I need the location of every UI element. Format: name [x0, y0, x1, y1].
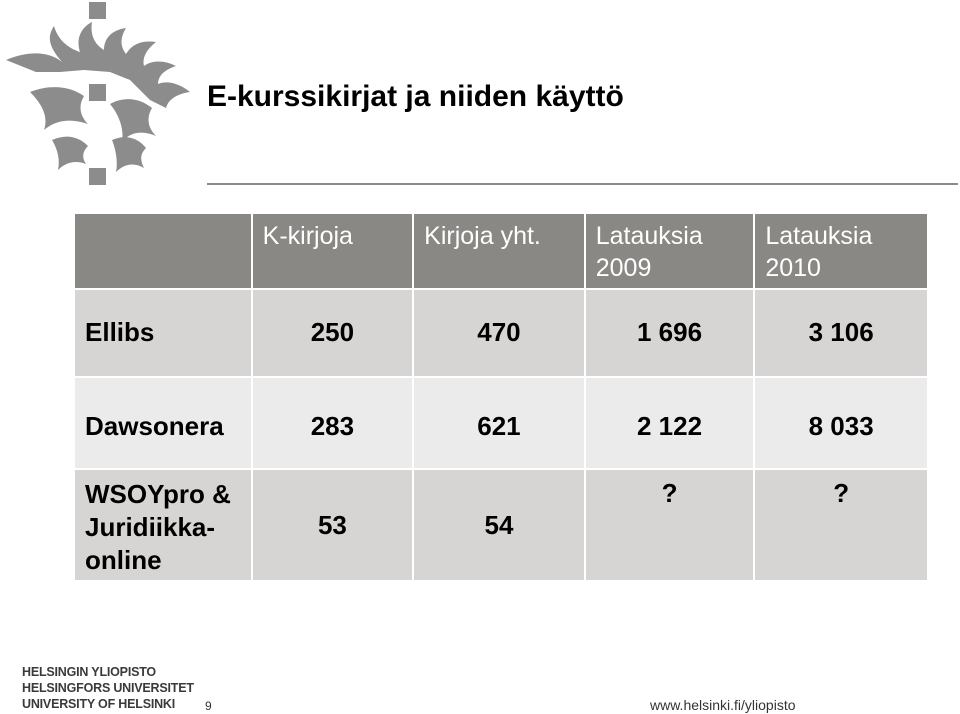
wordmark-line-sv: HELSINGFORS UNIVERSITET	[22, 681, 194, 695]
row-label: WSOYpro & Juridiikka-online	[75, 470, 251, 580]
table-header-latauksia-2010: Latauksia 2010	[755, 214, 927, 288]
university-wordmark	[22, 664, 194, 712]
cell-latauksia-2009: ?	[586, 470, 754, 580]
wordmark-line-en: UNIVERSITY OF HELSINKI	[22, 697, 176, 711]
cell-latauksia-2010: ?	[755, 470, 927, 580]
cell-kirjoja-yht: 54	[414, 470, 584, 580]
cell-k-kirjoja: 53	[253, 470, 413, 580]
cell-latauksia-2010: 3 106	[755, 290, 927, 376]
table-header-k-kirjoja: K-kirjoja	[253, 214, 413, 288]
footer-url: www.helsinki.fi/yliopisto	[650, 697, 796, 713]
cell-k-kirjoja: 250	[253, 290, 413, 376]
table-header-row	[75, 214, 927, 288]
cell-kirjoja-yht: 470	[414, 290, 584, 376]
cell-kirjoja-yht: 621	[414, 378, 584, 468]
wordmark-line-fi: HELSINGIN YLIOPISTO	[22, 665, 156, 679]
cell-latauksia-2009: 1 696	[586, 290, 754, 376]
table-header-latauksia-2009: Latauksia 2009	[586, 214, 754, 288]
cell-k-kirjoja: 283	[253, 378, 413, 468]
table-header-cell-empty	[75, 214, 251, 288]
table-row	[75, 290, 927, 376]
slide-title: E-kurssikirjat ja niiden käyttö	[207, 80, 624, 113]
cell-latauksia-2009: 2 122	[586, 378, 754, 468]
cell-latauksia-2010: 8 033	[755, 378, 927, 468]
table-row	[75, 470, 927, 580]
row-label: Ellibs	[75, 290, 251, 376]
university-logo-icon	[0, 0, 200, 200]
data-table	[73, 212, 929, 582]
row-label: Dawsonera	[75, 378, 251, 468]
title-divider	[207, 183, 958, 185]
table-header-kirjoja-yht: Kirjoja yht.	[414, 214, 584, 288]
page-number: 9	[205, 699, 212, 713]
table-row	[75, 378, 927, 468]
